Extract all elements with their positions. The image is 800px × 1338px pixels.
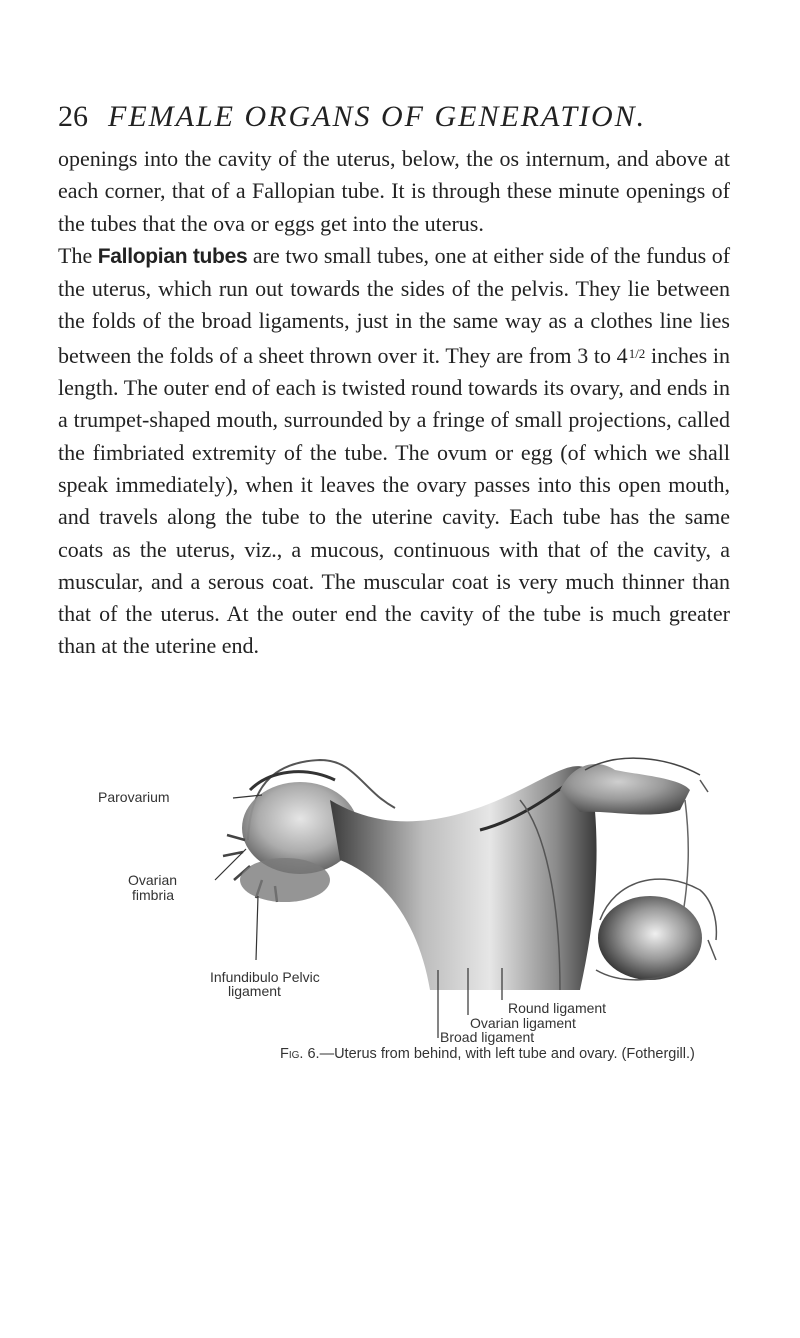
label-broad-ligament: Broad ligament: [440, 1029, 535, 1045]
paragraph-2-part-a: are two small tubes, one at either side of the fundus of the uterus, which run out towards the sides of the pelvis. They lie between the folds of the broad ligaments, just in the same way as a clothes line lies between the folds of a sheet thrown over it. They are from 3 to 4: [58, 242, 731, 368]
paragraph-1: openings into the cavity of the uterus, below, the os internum, and above at each corner, that of a Fallopian tube. It is through these minute openings of the tubes that the ova or eggs get into the uterus.: [58, 146, 730, 236]
uterus-body: [330, 766, 597, 990]
label-infundibulo-ligament: ligament: [228, 983, 281, 999]
term-fallopian-tubes: Fallopian tubes: [97, 244, 248, 268]
running-title: FEMALE ORGANS OF GENERATION.: [108, 100, 647, 133]
figure-number: Fig. 6.: [280, 1046, 320, 1062]
label-round-ligament: Round ligament: [508, 1000, 607, 1016]
page-number: 26: [58, 100, 88, 133]
paragraph-2-start: The: [58, 242, 93, 268]
figure-caption: [280, 1046, 695, 1062]
label-infundibulo-pelvic: Infundibulo Pelvic: [210, 969, 320, 985]
ovary: [598, 896, 702, 980]
label-parovarium: Parovarium: [98, 789, 170, 805]
caption-text: —Uterus from behind, with left tube and ovary. (Fothergill.): [319, 1046, 695, 1062]
ovary-pointer: [708, 940, 716, 960]
fundus: [560, 764, 690, 815]
label-ovarian-ligament: Ovarian ligament: [470, 1015, 576, 1031]
leader-infundibulo: [256, 896, 258, 960]
fraction-half: 1/2: [628, 345, 646, 361]
fimbria-mass: [240, 858, 330, 902]
label-fimbria: fimbria: [132, 887, 175, 903]
paragraph-2-part-b: inches in length. The outer end of each is twisted round towards its ovary, and ends in a trumpet-shaped mouth, surrounded by a fringe of small projections, called the fimbriated extremity of the tube. The ovum or egg (of which we shall speak immediately), when it leaves the ovary passes into this open mouth, and travels along the tube to the uterine cavity. Each tube has the same coats as the uterus, viz., a mucous, continuous with that of the cavity, a muscular, and a serous coat. The muscular coat is very much thinner than that of the uterus. At the outer end the cavity of the tube is much greater than at the uterine end.: [58, 342, 730, 659]
label-ovarian: Ovarian: [128, 872, 178, 888]
fundus-tip: [700, 780, 708, 792]
